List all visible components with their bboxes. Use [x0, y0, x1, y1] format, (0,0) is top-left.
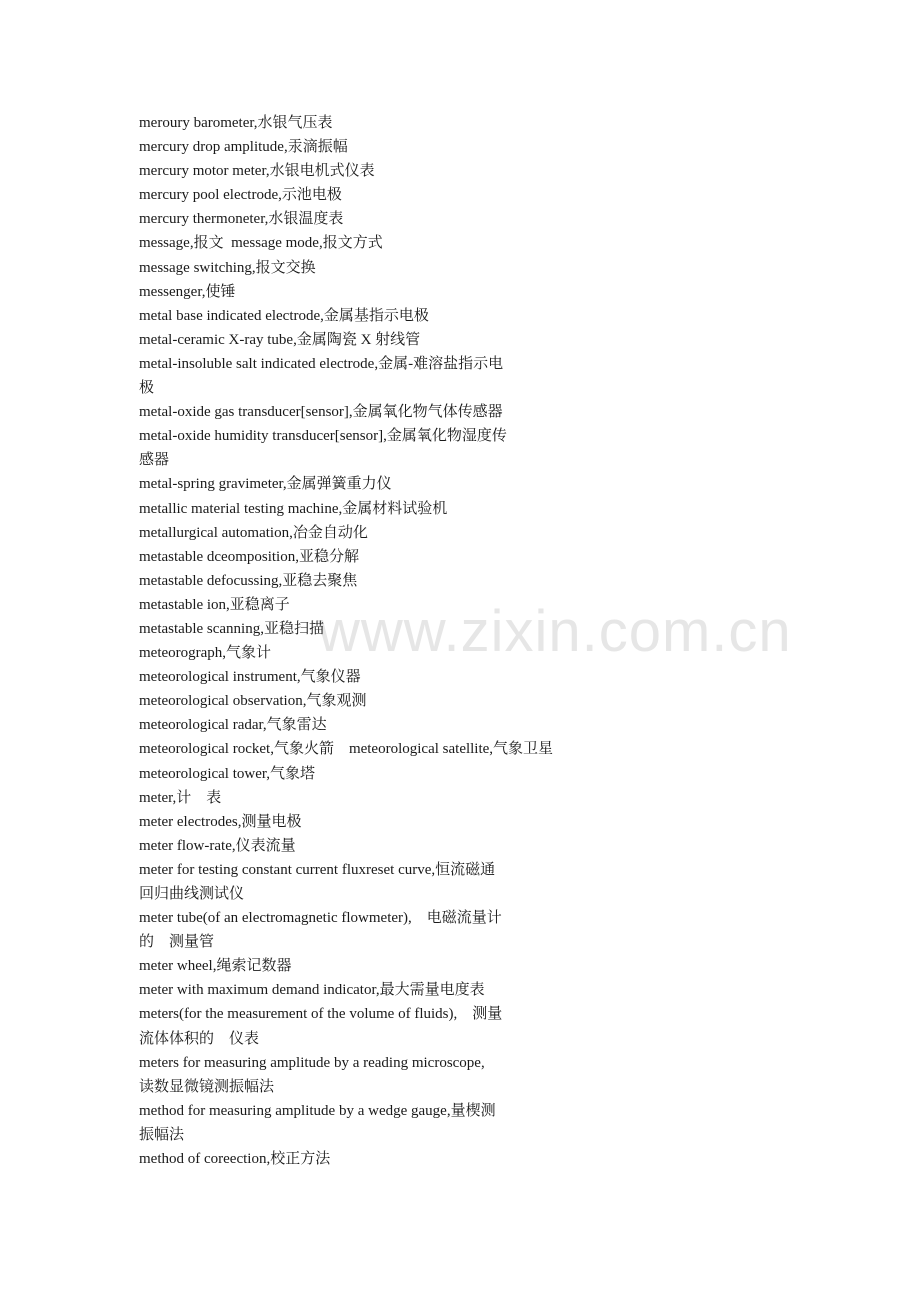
- glossary-line: mercury pool electrode,示池电极: [139, 187, 342, 204]
- glossary-line: meter for testing constant current fluxreset curve,恒流磁通: [139, 861, 496, 878]
- glossary-line: meter electrodes,测量电极: [139, 813, 302, 830]
- glossary-line: meter flow-rate,仪表流量: [139, 837, 296, 854]
- glossary-line: metastable defocussing,亚稳去聚焦: [139, 572, 358, 589]
- glossary-line: 极: [139, 380, 155, 397]
- glossary-line: 读数显微镜测振幅法: [139, 1078, 275, 1095]
- glossary-line: meteorograph,气象计: [139, 645, 272, 662]
- glossary-line: metal base indicated electrode,金属基指示电极: [139, 307, 429, 324]
- glossary-line: messenger,使锤: [139, 283, 236, 300]
- glossary-line: method of coreection,校正方法: [139, 1151, 331, 1168]
- glossary-line: message switching,报文交换: [139, 259, 316, 276]
- glossary-list: [139, 111, 609, 1171]
- glossary-line: mercury drop amplitude,汞滴振幅: [139, 139, 348, 156]
- glossary-line: mercury thermoneter,水银温度表: [139, 211, 344, 228]
- glossary-line: 振幅法: [139, 1126, 185, 1143]
- glossary-line: meter with maximum demand indicator,最大需量电度表: [139, 982, 485, 999]
- glossary-line: meteorological tower,气象塔: [139, 765, 316, 782]
- glossary-line: meteorological radar,气象雷达: [139, 717, 327, 734]
- glossary-line: 的 测量管: [139, 934, 215, 951]
- glossary-line: meter tube(of an electromagnetic flowmeter), 电磁流量计: [139, 910, 502, 927]
- glossary-line: message,报文 message mode,报文方式: [139, 235, 383, 252]
- watermark: www.zixin.com.cn: [318, 599, 792, 664]
- glossary-line: metastable dceomposition,亚稳分解: [139, 548, 359, 565]
- glossary-line: meroury barometer,水银气压表: [139, 115, 333, 131]
- glossary-line: metal-spring gravimeter,金属弹簧重力仪: [139, 476, 392, 493]
- glossary-line: metal-oxide gas transducer[sensor],金属氧化物气体传感器: [139, 404, 503, 421]
- glossary-line: meter,计 表: [139, 789, 222, 806]
- glossary-line: method for measuring amplitude by a wedge gauge,量楔测: [139, 1102, 496, 1119]
- glossary-line: metastable scanning,亚稳扫描: [139, 620, 324, 637]
- glossary-line: meter wheel,绳索记数器: [139, 958, 292, 975]
- glossary-line: metallic material testing machine,金属材料试验机: [139, 500, 448, 517]
- glossary-line: meteorological observation,气象观测: [139, 693, 367, 710]
- glossary-line: metal-ceramic X-ray tube,金属陶瓷 X 射线管: [139, 331, 421, 348]
- glossary-line: 回归曲线测试仪: [139, 886, 245, 902]
- glossary-line: metal-insoluble salt indicated electrode,金属-难溶盐指示电: [139, 355, 504, 372]
- glossary-line: metallurgical automation,冶金自动化: [139, 524, 368, 541]
- glossary-line: metastable ion,亚稳离子: [139, 596, 290, 613]
- glossary-line: 感器: [139, 452, 170, 469]
- glossary-line: mercury motor meter,水银电机式仪表: [139, 163, 375, 180]
- glossary-line: meters for measuring amplitude by a reading microscope,: [139, 1054, 485, 1071]
- glossary-line: meters(for the measurement of the volume of fluids), 测量: [139, 1006, 503, 1023]
- glossary-line: meteorological instrument,气象仪器: [139, 669, 361, 686]
- glossary-line: meteorological rocket,气象火箭 meteorological satellite,气象卫星: [139, 741, 554, 758]
- glossary-line: 流体体积的 仪表: [139, 1030, 260, 1047]
- glossary-line: metal-oxide humidity transducer[sensor],金属氧化物湿度传: [139, 428, 507, 445]
